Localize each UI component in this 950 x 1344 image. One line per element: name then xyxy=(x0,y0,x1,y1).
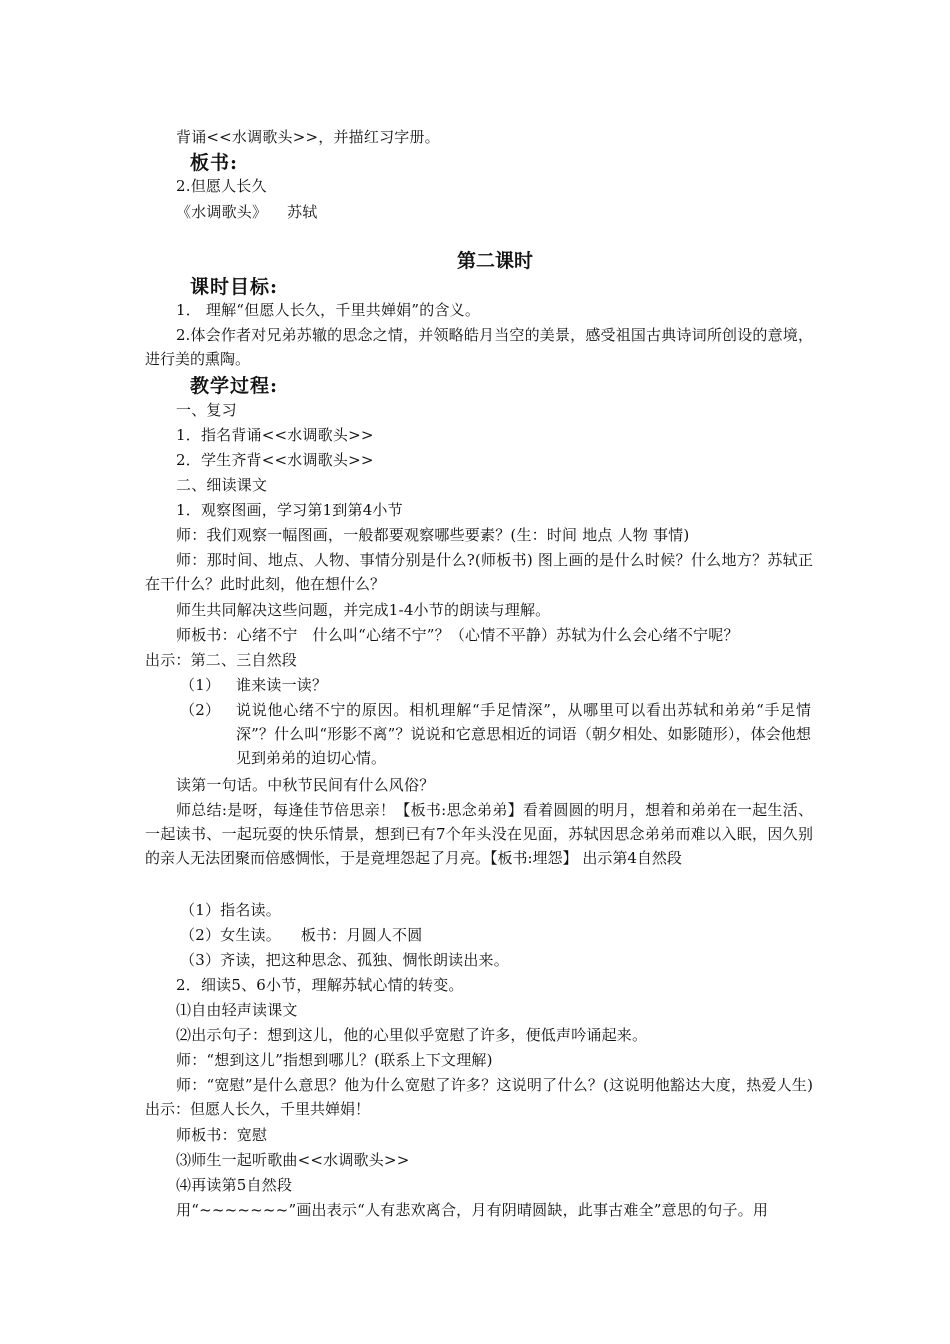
banshu-line-1: 2.但愿人长久 xyxy=(176,177,267,195)
review-heading: 一、复习 xyxy=(176,401,237,419)
step-2-banshu: 师板书：宽慰 xyxy=(176,1126,268,1144)
step-1: 1．观察图画，学习第1到第4小节 xyxy=(176,501,403,519)
p4-reading-3: （3）齐读，把这种思念、孤独、惆怅朗读出来。 xyxy=(180,951,509,969)
last-line: 用“~~~~~~~”画出表示“人有悲欢离合，月有阴晴圆缺，此事古难全”意思的句子。用 xyxy=(176,1201,769,1219)
teacher-question-1: 师：我们观察一幅图画，一般都要观察哪些要素？(生：时间 地点 人物 事情) xyxy=(176,526,690,544)
review-item-2: 2．学生齐背<<水调歌头>> xyxy=(176,451,374,469)
banshu-xuning: 师板书：心绪不宁 什么叫“心绪不宁”？（心情不平静）苏轼为什么会心绪不宁呢？ xyxy=(176,626,739,644)
question-2-text: 说说他心绪不宁的原因。相机理解“手足情深”，从哪里可以看出苏轼和弟弟“手足情深”？什么叫“形影不离”？说说和它意思相近的词语（朝夕相处、如影随形），体会他想见到弟弟的迫切心情。 xyxy=(236,701,811,767)
together-line: 师生共同解决这些问题，并完成1-4小节的朗读与理解。 xyxy=(176,601,551,619)
goal-1: 1． 理解“但愿人长久，千里共婵娟”的含义。 xyxy=(176,301,481,319)
step-2-item-3: ⑶师生一起听歌曲<<水调歌头>> xyxy=(176,1151,410,1169)
process-heading: 教学过程: xyxy=(190,375,279,397)
banshu-heading: 板书: xyxy=(190,152,239,174)
step-2-item-4: ⑷再读第5自然段 xyxy=(176,1176,293,1194)
recite-line: 背诵<<水调歌头>>，并描红习字册。 xyxy=(176,128,440,146)
review-item-1: 1．指名背诵<<水调歌头>> xyxy=(176,426,374,444)
step-2-teacher-2: 师：“宽慰”是什么意思？他为什么宽慰了许多？这说明了什么？(这说明他豁达大度，热爱人生)出示：但愿人长久，千里共婵娟！ xyxy=(145,1076,813,1118)
p4-reading-1: （1）指名读。 xyxy=(180,901,281,919)
goals-heading: 课时目标: xyxy=(190,276,279,298)
question-1-number: （1） xyxy=(180,676,221,694)
question-2-number: （2） xyxy=(180,701,221,719)
banshu-line-2: 《水调歌头》 苏轼 xyxy=(176,203,318,221)
step-2-teacher-1: 师：“想到这儿”指想到哪儿？(联系上下文理解) xyxy=(176,1051,493,1069)
show-paragraphs-2-3: 出示：第二、三自然段 xyxy=(145,651,298,669)
step-2-item-2: ⑵出示句子：想到这儿，他的心里似乎宽慰了许多，便低声吟诵起来。 xyxy=(176,1026,648,1044)
lesson-title: 第二课时 xyxy=(456,250,533,272)
p4-reading-2: （2）女生读。 板书：月圆人不圆 xyxy=(180,926,423,944)
read-heading: 二、细读课文 xyxy=(176,476,268,494)
teacher-question-2: 师：那时间、地点、人物、事情分别是什么?(师板书) 图上画的是什么时候？什么地方？苏轼正在干什么？此时此刻，他在想什么？ xyxy=(145,551,813,593)
teacher-summary: 师总结:是呀，每逢佳节倍思亲！【板书:思念弟弟】看着圆圆的明月，想着和弟弟在一起生活、一起读书、一起玩耍的快乐情景，想到已有7个年头没在见面，苏轼因思念弟弟而难以入眠，因久别的亲人无法团聚而倍感惆怅，于是竟埋怨起了月亮。【板书:埋怨】 出示第4自然段 xyxy=(145,801,813,867)
step-2: 2．细读5、6小节，理解苏轼心情的转变。 xyxy=(176,976,464,994)
read-first-sentence: 读第一句话。中秋节民间有什么风俗？ xyxy=(176,776,435,794)
step-2-item-1: ⑴自由轻声读课文 xyxy=(176,1001,298,1019)
goal-2: 2.体会作者对兄弟苏辙的思念之情，并领略皓月当空的美景，感受祖国古典诗词所创设的意境，进行美的熏陶。 xyxy=(145,326,813,368)
question-1-text: 谁来读一读？ xyxy=(236,676,328,694)
